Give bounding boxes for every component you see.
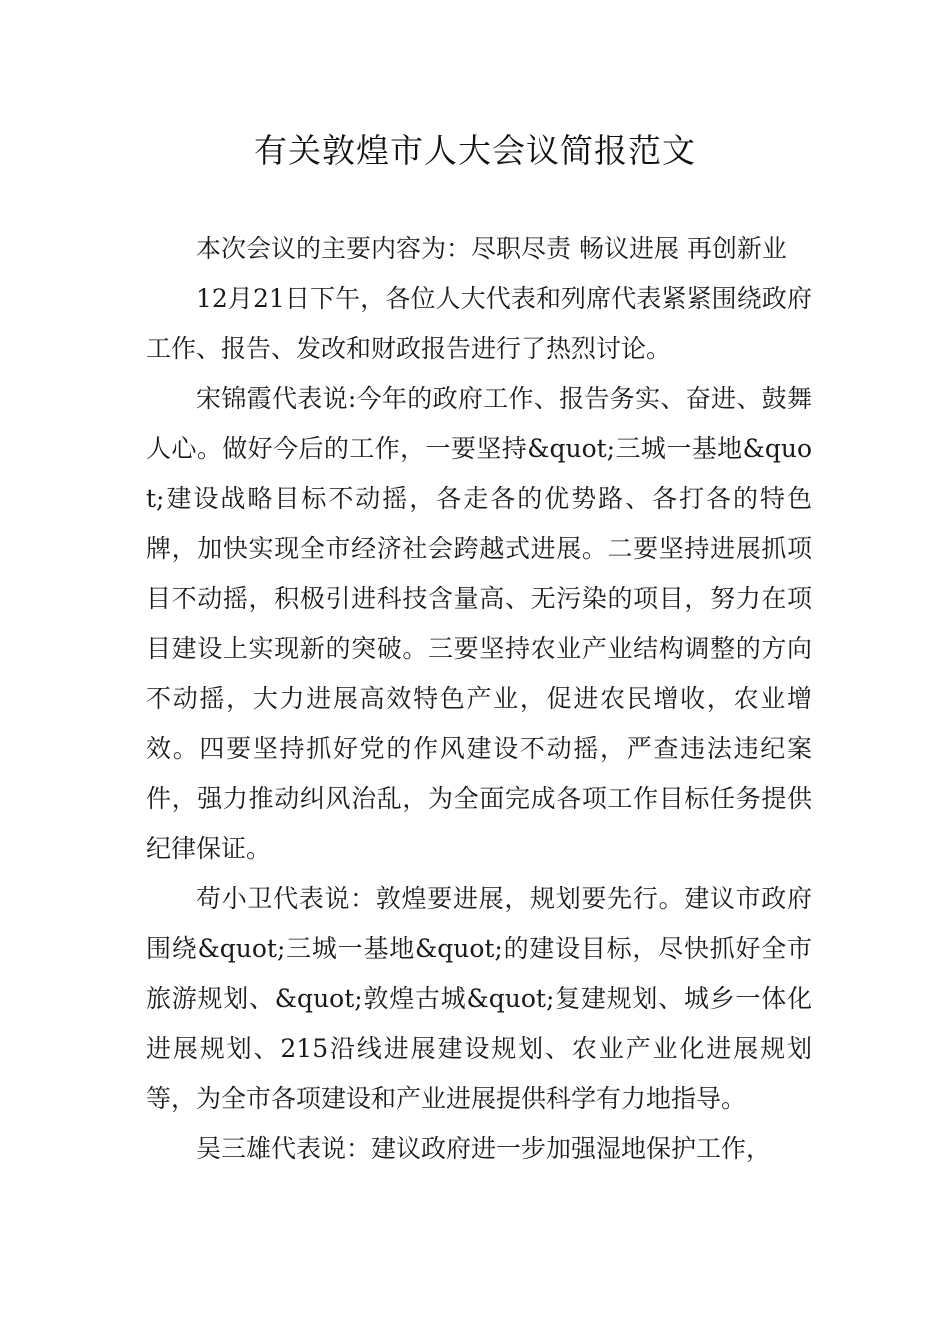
paragraph-meeting-theme: 本次会议的主要内容为：尽职尽责 畅议进展 再创新业: [196, 234, 787, 263]
paragraph-delegate-gou: 苟小卫代表说：敦煌要进展，规划要先行。建议市政府围绕&quot;三城一基地&quot;的建设目标，尽快抓好全市旅游规划、&quot;敦煌古城&quot;复建规划、城乡一体化进展规划、215沿线进展建设规划、农业产业化进展规划等，为全市各项建设和产业进展提供科学有力地指导。: [146, 884, 812, 1113]
paragraph-delegate-wu: 吴三雄代表说：建议政府进一步加强湿地保护工作，: [196, 1134, 772, 1163]
document-body: [146, 224, 812, 1174]
paragraph-delegate-song: 宋锦霞代表说:今年的政府工作、报告务实、奋进、鼓舞人心。做好今后的工作，一要坚持&quot;三城一基地&quot;建设战略目标不动摇，各走各的优势路、各打各的特色牌，加快实现全市经济社会跨越式进展。二要坚持进展抓项目不动摇，积极引进科技含量高、无污染的项目，努力在项目建设上实现新的突破。三要坚持农业产业结构调整的方向不动摇，大力进展高效特色产业，促进农民增收，农业增效。四要坚持抓好党的作风建设不动摇，严查违法违纪案件，强力推动纠风治乱，为全面完成各项工作目标任务提供纪律保证。: [146, 384, 812, 863]
document-title: 有关敦煌市人大会议简报范文: [254, 131, 696, 170]
paragraph-discussion-intro: 12月21日下午，各位人大代表和列席代表紧紧围绕政府工作、报告、发改和财政报告进行了热烈讨论。: [146, 284, 812, 363]
